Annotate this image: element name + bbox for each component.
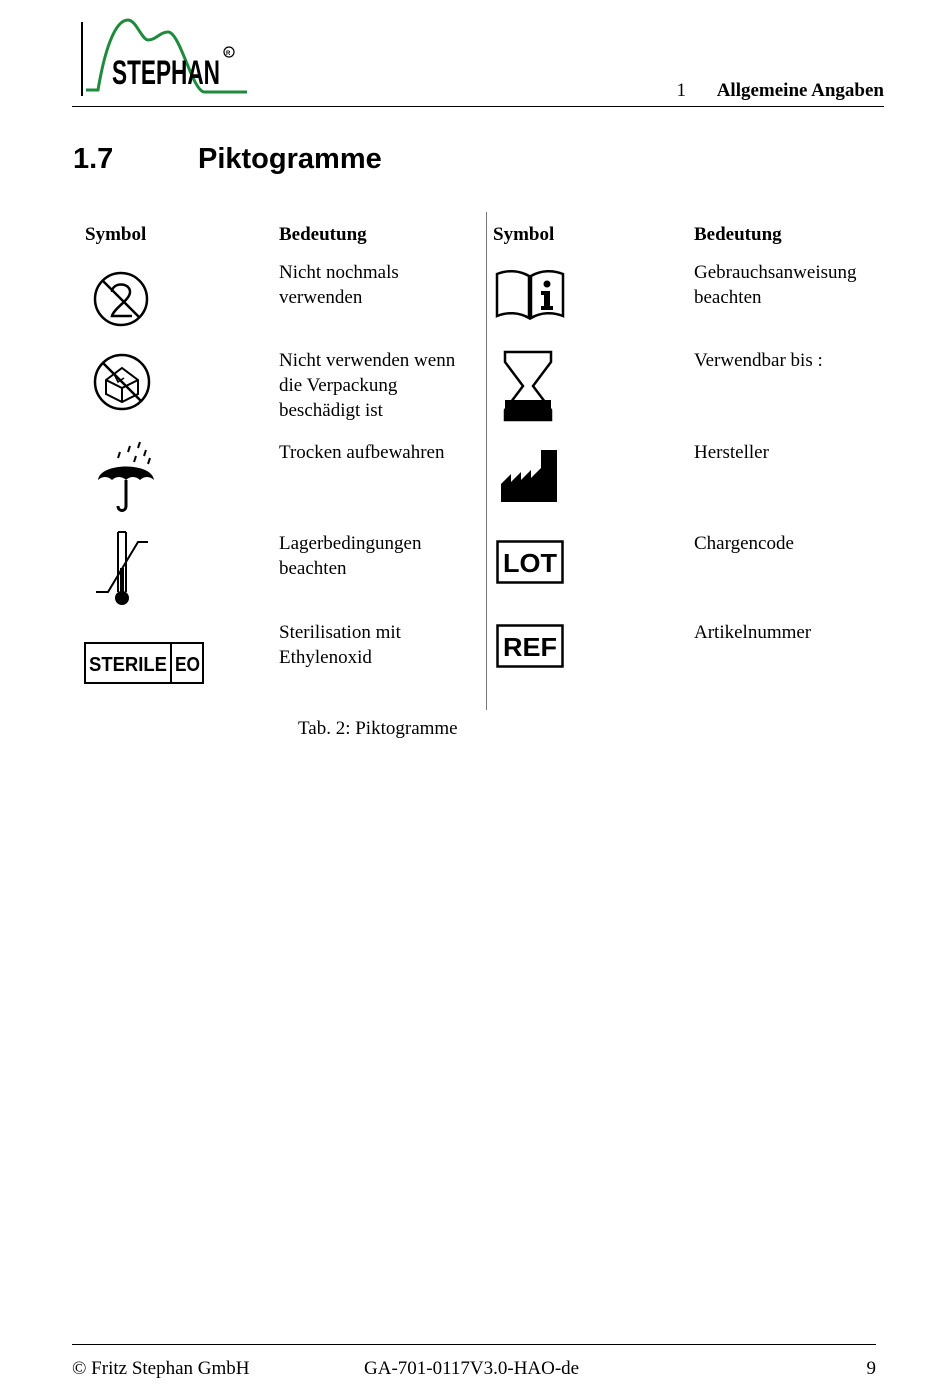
chapter-number: 1	[676, 80, 686, 101]
chapter-title: Allgemeine Angaben	[716, 80, 884, 101]
company-logo	[72, 14, 250, 100]
table-column-divider	[486, 212, 487, 710]
umbrella-rain-icon	[94, 438, 158, 519]
ref-label: REF	[503, 632, 557, 662]
meaning-manufacturer: Hersteller	[694, 442, 769, 463]
no-reuse-icon	[92, 270, 150, 333]
footer-copyright: © Fritz Stephan GmbH	[72, 1358, 250, 1379]
eo-label: EO	[175, 654, 200, 676]
hourglass-icon	[503, 350, 553, 427]
factory-icon	[499, 448, 559, 509]
lot-icon	[496, 540, 564, 589]
meaning-damaged-package: Nicht verwenden wenn die Verpackung beschädigt ist	[279, 350, 456, 421]
lot-label: LOT	[503, 548, 558, 578]
damaged-package-icon	[92, 352, 152, 417]
footer-divider	[72, 1344, 876, 1345]
page-number: 9	[866, 1358, 876, 1379]
sterile-eo-icon	[84, 642, 204, 689]
ref-icon	[496, 624, 564, 673]
svg-text:STEPHAN: STEPHAN	[112, 54, 220, 92]
header-divider	[72, 106, 884, 107]
sterile-label: STERILE	[89, 654, 167, 676]
table-caption: Tab. 2: Piktogramme	[298, 718, 458, 739]
section-number: 1.7	[73, 143, 114, 175]
meaning-article-number: Artikelnummer	[694, 622, 812, 643]
thermometer-icon	[94, 528, 150, 613]
footer-doc-id: GA-701-0117V3.0-HAO-de	[364, 1358, 580, 1379]
meaning-batch-code: Chargencode	[694, 533, 794, 554]
section-title: Piktogramme	[198, 143, 382, 175]
svg-text:R: R	[226, 51, 231, 57]
meaning-storage-conditions: Lagerbedingungen beachten	[279, 533, 422, 579]
instructions-book-icon	[495, 268, 565, 325]
meaning-instructions: Gebrauchsanweisung beachten	[694, 262, 857, 308]
meaning-no-reuse: Nicht nochmals verwenden	[279, 262, 399, 308]
meaning-keep-dry: Trocken aufbewahren	[279, 442, 445, 463]
col-header-symbol-right: Symbol	[493, 224, 555, 245]
col-header-meaning-right: Bedeutung	[694, 224, 782, 245]
col-header-symbol-left: Symbol	[85, 224, 147, 245]
col-header-meaning-left: Bedeutung	[279, 224, 367, 245]
meaning-sterile-eo: Sterilisation mit Ethylenoxid	[279, 622, 401, 668]
meaning-use-by: Verwendbar bis :	[694, 350, 823, 371]
